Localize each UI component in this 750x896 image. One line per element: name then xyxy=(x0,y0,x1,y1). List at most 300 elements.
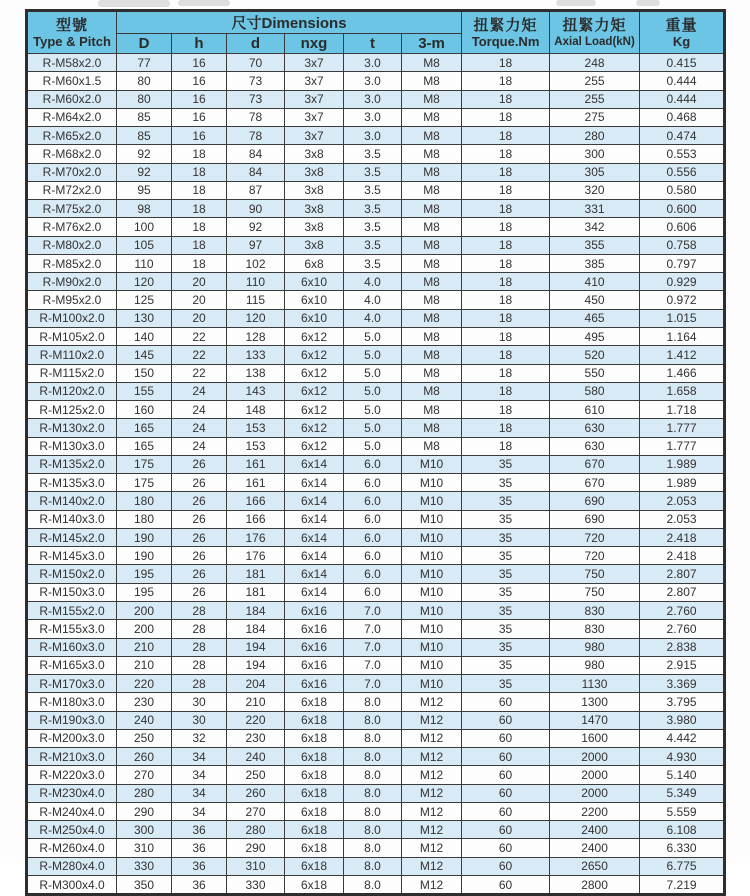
cell-axial-load: 750 xyxy=(550,583,640,601)
cell-type-pitch: R-M150x2.0 xyxy=(27,565,117,583)
cell-dim-d: 181 xyxy=(227,583,285,601)
cell-dim-t: 8.0 xyxy=(344,821,402,839)
cell-dim-3m: M12 xyxy=(402,693,462,711)
cell-dim-3m: M8 xyxy=(402,90,462,108)
cell-dim-t: 5.0 xyxy=(344,437,402,455)
cell-axial-load: 450 xyxy=(550,291,640,309)
cell-weight-kg: 1.989 xyxy=(640,474,725,492)
cell-dim-D: 105 xyxy=(117,236,172,254)
cell-torque-nm: 60 xyxy=(462,839,550,857)
cell-dim-h: 34 xyxy=(172,784,227,802)
cell-type-pitch: R-M165x3.0 xyxy=(27,656,117,674)
cell-weight-kg: 0.580 xyxy=(640,181,725,199)
cell-dim-d: 161 xyxy=(227,455,285,473)
cell-dim-d: 84 xyxy=(227,163,285,181)
cell-type-pitch: R-M68x2.0 xyxy=(27,145,117,163)
cell-dim-t: 4.0 xyxy=(344,309,402,327)
cell-dim-d: 194 xyxy=(227,638,285,656)
cell-type-pitch: R-M145x2.0 xyxy=(27,528,117,546)
table-row xyxy=(27,821,725,839)
cell-torque-nm: 18 xyxy=(462,419,550,437)
cell-dim-3m: M8 xyxy=(402,291,462,309)
cell-dim-t: 3.0 xyxy=(344,127,402,145)
cell-axial-load: 610 xyxy=(550,401,640,419)
cell-type-pitch: R-M300x4.0 xyxy=(27,875,117,894)
cell-torque-nm: 18 xyxy=(462,364,550,382)
cell-weight-kg: 0.474 xyxy=(640,127,725,145)
cell-dim-t: 3.5 xyxy=(344,181,402,199)
cell-weight-kg: 2.807 xyxy=(640,583,725,601)
cell-dim-t: 3.5 xyxy=(344,254,402,272)
cell-dim-nxg: 3x7 xyxy=(285,72,344,90)
cell-dim-3m: M8 xyxy=(402,54,462,72)
cell-dim-nxg: 6x18 xyxy=(285,821,344,839)
cell-dim-3m: M8 xyxy=(402,108,462,126)
cell-torque-nm: 35 xyxy=(462,675,550,693)
cell-dim-d: 260 xyxy=(227,784,285,802)
col-header-torque xyxy=(462,11,550,54)
cell-axial-load: 248 xyxy=(550,54,640,72)
cell-dim-D: 80 xyxy=(117,90,172,108)
cell-dim-nxg: 3x8 xyxy=(285,218,344,236)
cell-dim-D: 310 xyxy=(117,839,172,857)
cell-dim-h: 28 xyxy=(172,620,227,638)
cell-dim-3m: M8 xyxy=(402,236,462,254)
cell-dim-d: 166 xyxy=(227,492,285,510)
cell-dim-d: 181 xyxy=(227,565,285,583)
cell-weight-kg: 1.658 xyxy=(640,382,725,400)
table-row xyxy=(27,291,725,309)
cell-type-pitch: R-M190x3.0 xyxy=(27,711,117,729)
col-header-axial-load xyxy=(550,11,640,54)
cell-dim-3m: M12 xyxy=(402,766,462,784)
cell-type-pitch: R-M180x3.0 xyxy=(27,693,117,711)
cell-axial-load: 2650 xyxy=(550,857,640,875)
cell-dim-d: 102 xyxy=(227,254,285,272)
cell-dim-h: 28 xyxy=(172,601,227,619)
cell-dim-D: 200 xyxy=(117,601,172,619)
cell-weight-kg: 2.760 xyxy=(640,601,725,619)
cell-axial-load: 255 xyxy=(550,90,640,108)
cell-dim-h: 16 xyxy=(172,54,227,72)
cell-dim-t: 8.0 xyxy=(344,748,402,766)
cell-dim-nxg: 6x14 xyxy=(285,510,344,528)
cell-dim-h: 26 xyxy=(172,583,227,601)
cell-dim-h: 18 xyxy=(172,163,227,181)
cell-dim-d: 184 xyxy=(227,620,285,638)
table-row xyxy=(27,729,725,747)
table-row xyxy=(27,620,725,638)
cell-dim-3m: M10 xyxy=(402,583,462,601)
cell-dim-D: 220 xyxy=(117,675,172,693)
cell-dim-h: 18 xyxy=(172,236,227,254)
cell-dim-3m: M8 xyxy=(402,346,462,364)
spec-table xyxy=(25,9,726,896)
cell-torque-nm: 60 xyxy=(462,802,550,820)
table-row xyxy=(27,711,725,729)
cell-dim-D: 98 xyxy=(117,200,172,218)
cell-weight-kg: 0.468 xyxy=(640,108,725,126)
cell-dim-d: 70 xyxy=(227,54,285,72)
cell-dim-3m: M8 xyxy=(402,309,462,327)
cell-dim-D: 77 xyxy=(117,54,172,72)
table-body xyxy=(27,54,725,895)
cell-dim-nxg: 3x8 xyxy=(285,163,344,181)
table-row xyxy=(27,784,725,802)
cell-dim-D: 100 xyxy=(117,218,172,236)
col-header-type-pitch xyxy=(27,11,117,54)
table-row xyxy=(27,163,725,181)
cell-dim-t: 8.0 xyxy=(344,784,402,802)
cell-dim-nxg: 6x18 xyxy=(285,748,344,766)
cell-dim-3m: M8 xyxy=(402,401,462,419)
cell-dim-h: 30 xyxy=(172,711,227,729)
cell-dim-D: 125 xyxy=(117,291,172,309)
cell-torque-nm: 18 xyxy=(462,200,550,218)
cell-type-pitch: R-M220x3.0 xyxy=(27,766,117,784)
cell-dim-t: 3.5 xyxy=(344,145,402,163)
cell-type-pitch: R-M85x2.0 xyxy=(27,254,117,272)
cell-dim-3m: M10 xyxy=(402,638,462,656)
scan-artifact xyxy=(178,0,230,6)
cell-dim-3m: M10 xyxy=(402,656,462,674)
table-row xyxy=(27,108,725,126)
axial-load-label-zh: 扭緊力矩 xyxy=(562,17,627,34)
cell-torque-nm: 60 xyxy=(462,875,550,894)
cell-type-pitch: R-M130x3.0 xyxy=(27,437,117,455)
cell-dim-t: 3.0 xyxy=(344,90,402,108)
cell-dim-nxg: 6x16 xyxy=(285,656,344,674)
cell-type-pitch: R-M260x4.0 xyxy=(27,839,117,857)
cell-weight-kg: 2.053 xyxy=(640,492,725,510)
cell-dim-D: 230 xyxy=(117,693,172,711)
cell-weight-kg: 5.559 xyxy=(640,802,725,820)
table-row xyxy=(27,346,725,364)
cell-dim-d: 270 xyxy=(227,802,285,820)
cell-weight-kg: 0.758 xyxy=(640,236,725,254)
cell-dim-d: 176 xyxy=(227,528,285,546)
cell-torque-nm: 35 xyxy=(462,455,550,473)
cell-torque-nm: 35 xyxy=(462,601,550,619)
cell-weight-kg: 3.369 xyxy=(640,675,725,693)
cell-dim-d: 138 xyxy=(227,364,285,382)
cell-dim-nxg: 6x14 xyxy=(285,547,344,565)
cell-torque-nm: 60 xyxy=(462,857,550,875)
cell-torque-nm: 18 xyxy=(462,437,550,455)
cell-torque-nm: 60 xyxy=(462,693,550,711)
cell-torque-nm: 60 xyxy=(462,821,550,839)
cell-dim-D: 195 xyxy=(117,565,172,583)
table-row xyxy=(27,127,725,145)
cell-axial-load: 320 xyxy=(550,181,640,199)
table-row xyxy=(27,693,725,711)
cell-axial-load: 1470 xyxy=(550,711,640,729)
cell-dim-3m: M8 xyxy=(402,145,462,163)
cell-dim-nxg: 3x7 xyxy=(285,90,344,108)
cell-dim-t: 3.5 xyxy=(344,236,402,254)
cell-axial-load: 2400 xyxy=(550,839,640,857)
cell-dim-3m: M8 xyxy=(402,327,462,345)
cell-axial-load: 1600 xyxy=(550,729,640,747)
cell-dim-3m: M8 xyxy=(402,200,462,218)
cell-dim-D: 92 xyxy=(117,145,172,163)
cell-dim-d: 330 xyxy=(227,875,285,894)
type-pitch-label-en: Type & Pitch xyxy=(33,34,111,49)
cell-axial-load: 410 xyxy=(550,273,640,291)
cell-type-pitch: R-M145x3.0 xyxy=(27,547,117,565)
cell-torque-nm: 35 xyxy=(462,565,550,583)
cell-dim-nxg: 6x14 xyxy=(285,474,344,492)
cell-dim-d: 204 xyxy=(227,675,285,693)
table-row xyxy=(27,839,725,857)
cell-dim-t: 6.0 xyxy=(344,565,402,583)
table-row xyxy=(27,583,725,601)
cell-dim-3m: M12 xyxy=(402,857,462,875)
cell-dim-nxg: 6x14 xyxy=(285,455,344,473)
cell-weight-kg: 0.415 xyxy=(640,54,725,72)
cell-dim-nxg: 6x12 xyxy=(285,437,344,455)
cell-dim-d: 176 xyxy=(227,547,285,565)
cell-dim-nxg: 6x16 xyxy=(285,601,344,619)
cell-dim-h: 20 xyxy=(172,309,227,327)
cell-dim-nxg: 3x8 xyxy=(285,181,344,199)
cell-type-pitch: R-M60x2.0 xyxy=(27,90,117,108)
cell-dim-d: 194 xyxy=(227,656,285,674)
cell-dim-nxg: 6x10 xyxy=(285,273,344,291)
cell-weight-kg: 6.330 xyxy=(640,839,725,857)
cell-axial-load: 830 xyxy=(550,601,640,619)
cell-dim-t: 7.0 xyxy=(344,620,402,638)
cell-dim-nxg: 3x8 xyxy=(285,236,344,254)
cell-dim-t: 5.0 xyxy=(344,382,402,400)
cell-dim-D: 85 xyxy=(117,108,172,126)
cell-dim-t: 5.0 xyxy=(344,364,402,382)
cell-dim-t: 6.0 xyxy=(344,510,402,528)
cell-dim-D: 180 xyxy=(117,510,172,528)
cell-dim-nxg: 6x18 xyxy=(285,766,344,784)
cell-dim-nxg: 6x12 xyxy=(285,401,344,419)
cell-type-pitch: R-M150x3.0 xyxy=(27,583,117,601)
cell-axial-load: 331 xyxy=(550,200,640,218)
cell-dim-h: 24 xyxy=(172,419,227,437)
cell-dim-3m: M10 xyxy=(402,510,462,528)
cell-dim-D: 260 xyxy=(117,748,172,766)
cell-type-pitch: R-M135x3.0 xyxy=(27,474,117,492)
cell-axial-load: 980 xyxy=(550,638,640,656)
cell-dim-D: 165 xyxy=(117,437,172,455)
cell-type-pitch: R-M130x2.0 xyxy=(27,419,117,437)
table-row xyxy=(27,382,725,400)
cell-type-pitch: R-M72x2.0 xyxy=(27,181,117,199)
cell-dim-3m: M10 xyxy=(402,601,462,619)
cell-dim-D: 155 xyxy=(117,382,172,400)
cell-dim-h: 26 xyxy=(172,510,227,528)
cell-axial-load: 275 xyxy=(550,108,640,126)
cell-type-pitch: R-M240x4.0 xyxy=(27,802,117,820)
cell-type-pitch: R-M140x2.0 xyxy=(27,492,117,510)
torque-label-zh: 扭緊力矩 xyxy=(473,17,538,34)
cell-dim-t: 3.5 xyxy=(344,163,402,181)
cell-weight-kg: 0.556 xyxy=(640,163,725,181)
cell-dim-t: 6.0 xyxy=(344,528,402,546)
cell-type-pitch: R-M250x4.0 xyxy=(27,821,117,839)
cell-dim-h: 26 xyxy=(172,455,227,473)
cell-type-pitch: R-M155x3.0 xyxy=(27,620,117,638)
cell-dim-3m: M8 xyxy=(402,382,462,400)
cell-dim-nxg: 3x7 xyxy=(285,127,344,145)
cell-dim-D: 180 xyxy=(117,492,172,510)
cell-dim-t: 4.0 xyxy=(344,291,402,309)
cell-dim-3m: M10 xyxy=(402,565,462,583)
cell-weight-kg: 3.795 xyxy=(640,693,725,711)
cell-type-pitch: R-M125x2.0 xyxy=(27,401,117,419)
cell-torque-nm: 35 xyxy=(462,474,550,492)
cell-dim-D: 140 xyxy=(117,327,172,345)
cell-dim-t: 6.0 xyxy=(344,492,402,510)
cell-weight-kg: 4.930 xyxy=(640,748,725,766)
cell-dim-D: 165 xyxy=(117,419,172,437)
cell-dim-3m: M10 xyxy=(402,528,462,546)
cell-weight-kg: 7.219 xyxy=(640,875,725,894)
cell-dim-h: 36 xyxy=(172,857,227,875)
cell-dim-D: 190 xyxy=(117,547,172,565)
cell-weight-kg: 1.412 xyxy=(640,346,725,364)
table-row xyxy=(27,419,725,437)
cell-weight-kg: 2.760 xyxy=(640,620,725,638)
axial-load-label-en: Axial Load(kN) xyxy=(554,36,635,48)
cell-dim-t: 8.0 xyxy=(344,729,402,747)
cell-dim-d: 78 xyxy=(227,108,285,126)
weight-label-en: Kg xyxy=(672,34,691,49)
table-header xyxy=(27,11,725,54)
cell-dim-D: 150 xyxy=(117,364,172,382)
table-row xyxy=(27,273,725,291)
cell-dim-d: 153 xyxy=(227,437,285,455)
cell-dim-t: 8.0 xyxy=(344,711,402,729)
cell-dim-nxg: 6x14 xyxy=(285,528,344,546)
col-header-dim-nxg: nxg xyxy=(285,34,344,54)
table-row xyxy=(27,510,725,528)
cell-axial-load: 1300 xyxy=(550,693,640,711)
cell-dim-h: 28 xyxy=(172,638,227,656)
cell-dim-nxg: 3x8 xyxy=(285,200,344,218)
cell-dim-t: 5.0 xyxy=(344,327,402,345)
cell-dim-d: 78 xyxy=(227,127,285,145)
cell-axial-load: 342 xyxy=(550,218,640,236)
table-row xyxy=(27,528,725,546)
cell-dim-d: 310 xyxy=(227,857,285,875)
cell-dim-t: 7.0 xyxy=(344,601,402,619)
table-row xyxy=(27,181,725,199)
cell-dim-t: 3.0 xyxy=(344,108,402,126)
table-row xyxy=(27,766,725,784)
cell-dim-nxg: 6x12 xyxy=(285,419,344,437)
table-row xyxy=(27,327,725,345)
cell-weight-kg: 1.989 xyxy=(640,455,725,473)
cell-weight-kg: 1.718 xyxy=(640,401,725,419)
cell-torque-nm: 18 xyxy=(462,327,550,345)
cell-torque-nm: 18 xyxy=(462,163,550,181)
cell-dim-h: 16 xyxy=(172,72,227,90)
cell-dim-3m: M10 xyxy=(402,547,462,565)
cell-weight-kg: 6.108 xyxy=(640,821,725,839)
cell-dim-3m: M8 xyxy=(402,72,462,90)
cell-dim-3m: M12 xyxy=(402,802,462,820)
cell-axial-load: 630 xyxy=(550,419,640,437)
cell-axial-load: 355 xyxy=(550,236,640,254)
cell-dim-h: 28 xyxy=(172,656,227,674)
cell-type-pitch: R-M64x2.0 xyxy=(27,108,117,126)
cell-weight-kg: 0.972 xyxy=(640,291,725,309)
cell-dim-t: 5.0 xyxy=(344,419,402,437)
table-row xyxy=(27,474,725,492)
cell-dim-d: 290 xyxy=(227,839,285,857)
scan-artifact xyxy=(98,0,170,7)
cell-type-pitch: R-M115x2.0 xyxy=(27,364,117,382)
cell-type-pitch: R-M75x2.0 xyxy=(27,200,117,218)
cell-dim-h: 34 xyxy=(172,748,227,766)
col-header-dim-D: D xyxy=(117,34,172,54)
cell-weight-kg: 4.442 xyxy=(640,729,725,747)
torque-label-en: Torque.Nm xyxy=(471,34,540,49)
table-row xyxy=(27,638,725,656)
cell-dim-d: 115 xyxy=(227,291,285,309)
table-row xyxy=(27,54,725,72)
cell-dim-d: 280 xyxy=(227,821,285,839)
cell-dim-D: 300 xyxy=(117,821,172,839)
table-row xyxy=(27,547,725,565)
cell-dim-t: 8.0 xyxy=(344,802,402,820)
cell-torque-nm: 60 xyxy=(462,729,550,747)
cell-dim-h: 22 xyxy=(172,364,227,382)
cell-axial-load: 2400 xyxy=(550,821,640,839)
cell-dim-nxg: 6x12 xyxy=(285,327,344,345)
cell-dim-D: 160 xyxy=(117,401,172,419)
cell-axial-load: 670 xyxy=(550,474,640,492)
cell-dim-D: 95 xyxy=(117,181,172,199)
cell-weight-kg: 1.164 xyxy=(640,327,725,345)
cell-dim-D: 210 xyxy=(117,656,172,674)
cell-dim-h: 24 xyxy=(172,437,227,455)
col-header-dim-t: t xyxy=(344,34,402,54)
cell-dim-3m: M8 xyxy=(402,181,462,199)
table-row xyxy=(27,565,725,583)
cell-dim-nxg: 6x16 xyxy=(285,638,344,656)
cell-dim-t: 4.0 xyxy=(344,273,402,291)
table-row xyxy=(27,200,725,218)
cell-dim-3m: M12 xyxy=(402,839,462,857)
cell-dim-nxg: 6x10 xyxy=(285,291,344,309)
cell-dim-nxg: 3x8 xyxy=(285,145,344,163)
cell-dim-nxg: 6x18 xyxy=(285,784,344,802)
cell-dim-D: 195 xyxy=(117,583,172,601)
cell-dim-d: 166 xyxy=(227,510,285,528)
cell-weight-kg: 2.053 xyxy=(640,510,725,528)
cell-dim-d: 161 xyxy=(227,474,285,492)
table-row xyxy=(27,802,725,820)
cell-dim-h: 34 xyxy=(172,766,227,784)
cell-dim-h: 18 xyxy=(172,254,227,272)
cell-torque-nm: 18 xyxy=(462,309,550,327)
cell-type-pitch: R-M110x2.0 xyxy=(27,346,117,364)
cell-dim-t: 6.0 xyxy=(344,474,402,492)
table-row xyxy=(27,236,725,254)
cell-dim-t: 7.0 xyxy=(344,675,402,693)
cell-dim-3m: M8 xyxy=(402,273,462,291)
cell-torque-nm: 35 xyxy=(462,638,550,656)
cell-dim-3m: M8 xyxy=(402,364,462,382)
cell-dim-d: 220 xyxy=(227,711,285,729)
